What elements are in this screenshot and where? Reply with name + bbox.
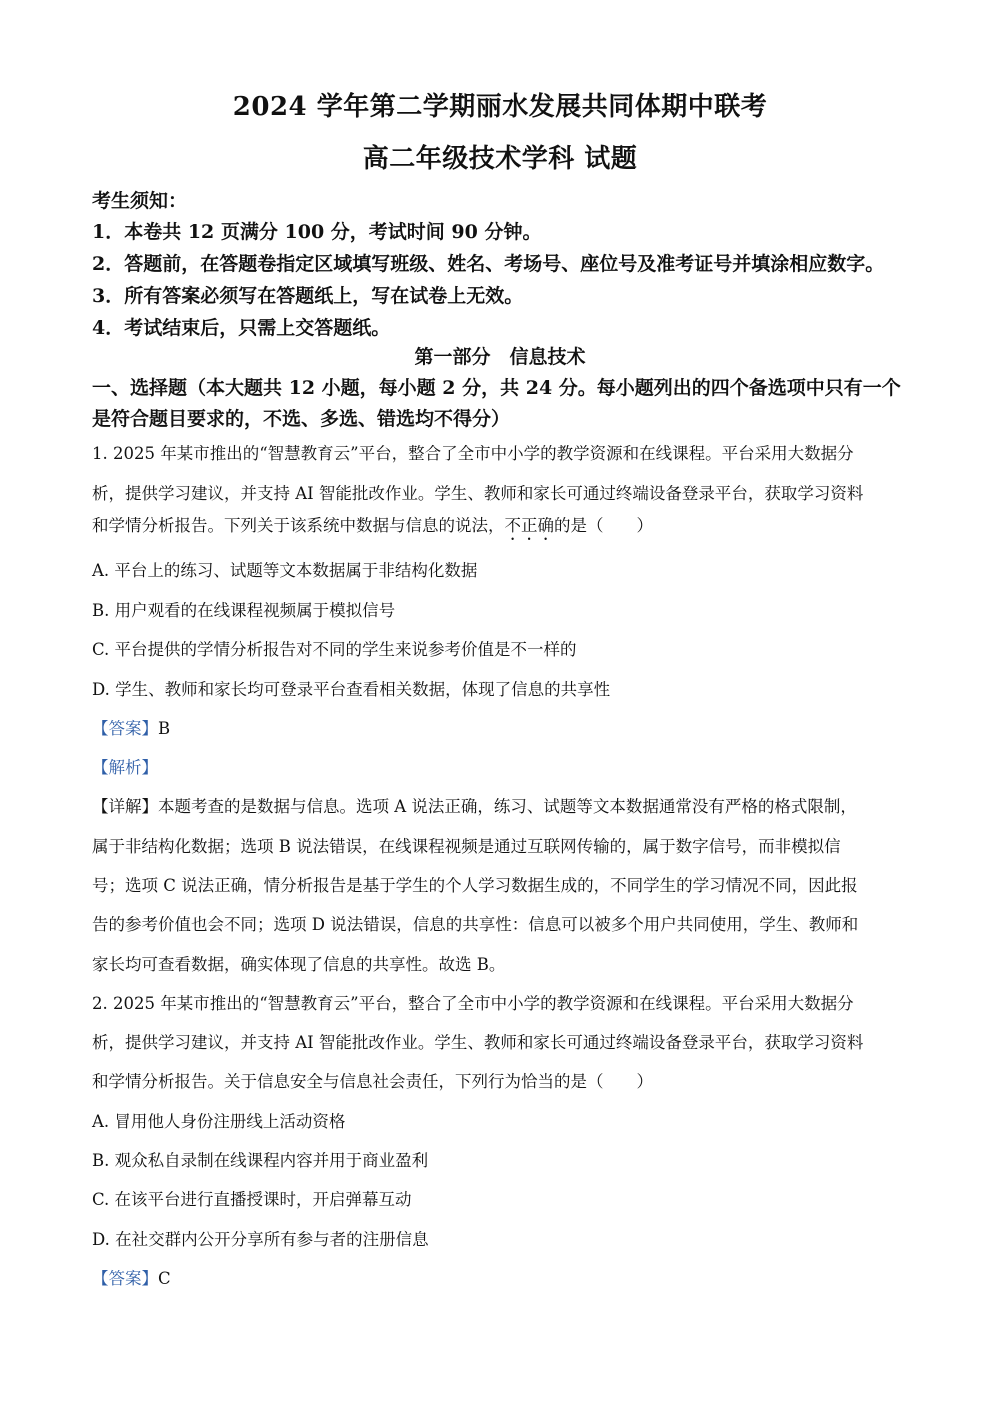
q1-detail-label: 【详解】 (92, 797, 158, 816)
q1-stem-line2: 析，提供学习建议，并支持 AI 智能批改作业。学生、教师和家长可通过终端设备登录平台，获取学习资料 (92, 484, 864, 503)
q2-answer (92, 1265, 922, 1289)
exam-title: 2024 学年第二学期丽水发展共同体期中联考 (232, 92, 768, 122)
q2-stem-line3: 和学情分析报告。关于信息安全与信息社会责任，下列行为恰当的是（ ） (92, 1072, 653, 1091)
notice-item-4: 4．考试结束后，只需上交答题纸。 (92, 317, 391, 339)
q2-answer-label: 【答案】 (92, 1269, 158, 1288)
q2-option-c: C. 在该平台进行直播授课时，开启弹幕互动 (92, 1190, 412, 1209)
q1-answer-value: B (158, 719, 171, 738)
q1-detail-line2: 属于非结构化数据；选项 B 说法错误，在线课程视频是通过互联网传输的，属于数字信号，而非模拟信 (92, 837, 841, 856)
q2-stem-line2: 析，提供学习建议，并支持 AI 智能批改作业。学生、教师和家长可通过终端设备登录平台，获取学习资料 (92, 1033, 864, 1052)
q1-detail-line3: 号；选项 C 说法正确，情分析报告是基于学生的个人学习数据生成的，不同学生的学习情况不同，因此报 (92, 876, 858, 895)
q1-stem-line3 (92, 512, 922, 544)
q1-analysis-label: 【解析】 (92, 758, 158, 777)
q1-stem-emphasis: 不正确 (504, 516, 554, 535)
part-title: 第一部分 信息技术 (414, 346, 586, 368)
q1-option-a: A. 平台上的练习、试题等文本数据属于非结构化数据 (92, 561, 478, 580)
q1-detail-text1: 本题考查的是数据与信息。选项 A 说法正确，练习、试题等文本数据通常没有严格的格式限制， (158, 797, 857, 816)
q2-option-d: D. 在社交群内公开分享所有参与者的注册信息 (92, 1230, 429, 1249)
q1-stem-line3-post: 的是（ ） (554, 516, 653, 535)
q2-option-a: A. 冒用他人身份注册线上活动资格 (92, 1112, 346, 1131)
q1-answer-label: 【答案】 (92, 719, 158, 738)
exam-subtitle: 高二年级技术学科 试题 (362, 144, 638, 174)
q1-answer (92, 715, 922, 739)
q1-option-b: B. 用户观看的在线课程视频属于模拟信号 (92, 601, 396, 620)
notice-item-2: 2．答题前，在答题卷指定区域填写班级、姓名、考场号、座位号及准考证号并填涂相应数字。 (92, 253, 885, 275)
q1-option-c: C. 平台提供的学情分析报告对不同的学生来说参考价值是不一样的 (92, 640, 577, 659)
q1-detail-line5: 家长均可查看数据，确实体现了信息的共享性。故选 B。 (92, 955, 506, 974)
q1-detail-line1 (92, 793, 922, 817)
q1-detail-line4: 告的参考价值也会不同；选项 D 说法错误，信息的共享性：信息可以被多个用户共同使用，学生、教师和 (92, 915, 859, 934)
section-instructions-line2: 是符合题目要求的，不选、多选、错选均不得分） (92, 408, 511, 430)
section-instructions-line1: 一、选择题（本大题共 12 小题，每小题 2 分，共 24 分。每小题列出的四个备选项中只有一个 (92, 377, 901, 399)
q1-option-d: D. 学生、教师和家长均可登录平台查看相关数据，体现了信息的共享性 (92, 680, 611, 699)
q1-analysis (92, 754, 922, 778)
q2-option-b: B. 观众私自录制在线课程内容并用于商业盈利 (92, 1151, 429, 1170)
notice-heading: 考生须知： (92, 190, 188, 212)
notice-item-3: 3．所有答案必须写在答题纸上，写在试卷上无效。 (92, 285, 524, 307)
q2-stem-line1: 2. 2025 年某市推出的“智慧教育云”平台，整合了全市中小学的教学资源和在线课程。平台采用大数据分 (92, 994, 854, 1013)
notice-item-1: 1．本卷共 12 页满分 100 分，考试时间 90 分钟。 (92, 221, 542, 243)
q1-stem-line3-pre: 和学情分析报告。下列关于该系统中数据与信息的说法， (92, 516, 505, 535)
q1-stem-line1: 1. 2025 年某市推出的“智慧教育云”平台，整合了全市中小学的教学资源和在线课程。平台采用大数据分 (92, 444, 854, 463)
q2-answer-value: C (158, 1269, 171, 1288)
